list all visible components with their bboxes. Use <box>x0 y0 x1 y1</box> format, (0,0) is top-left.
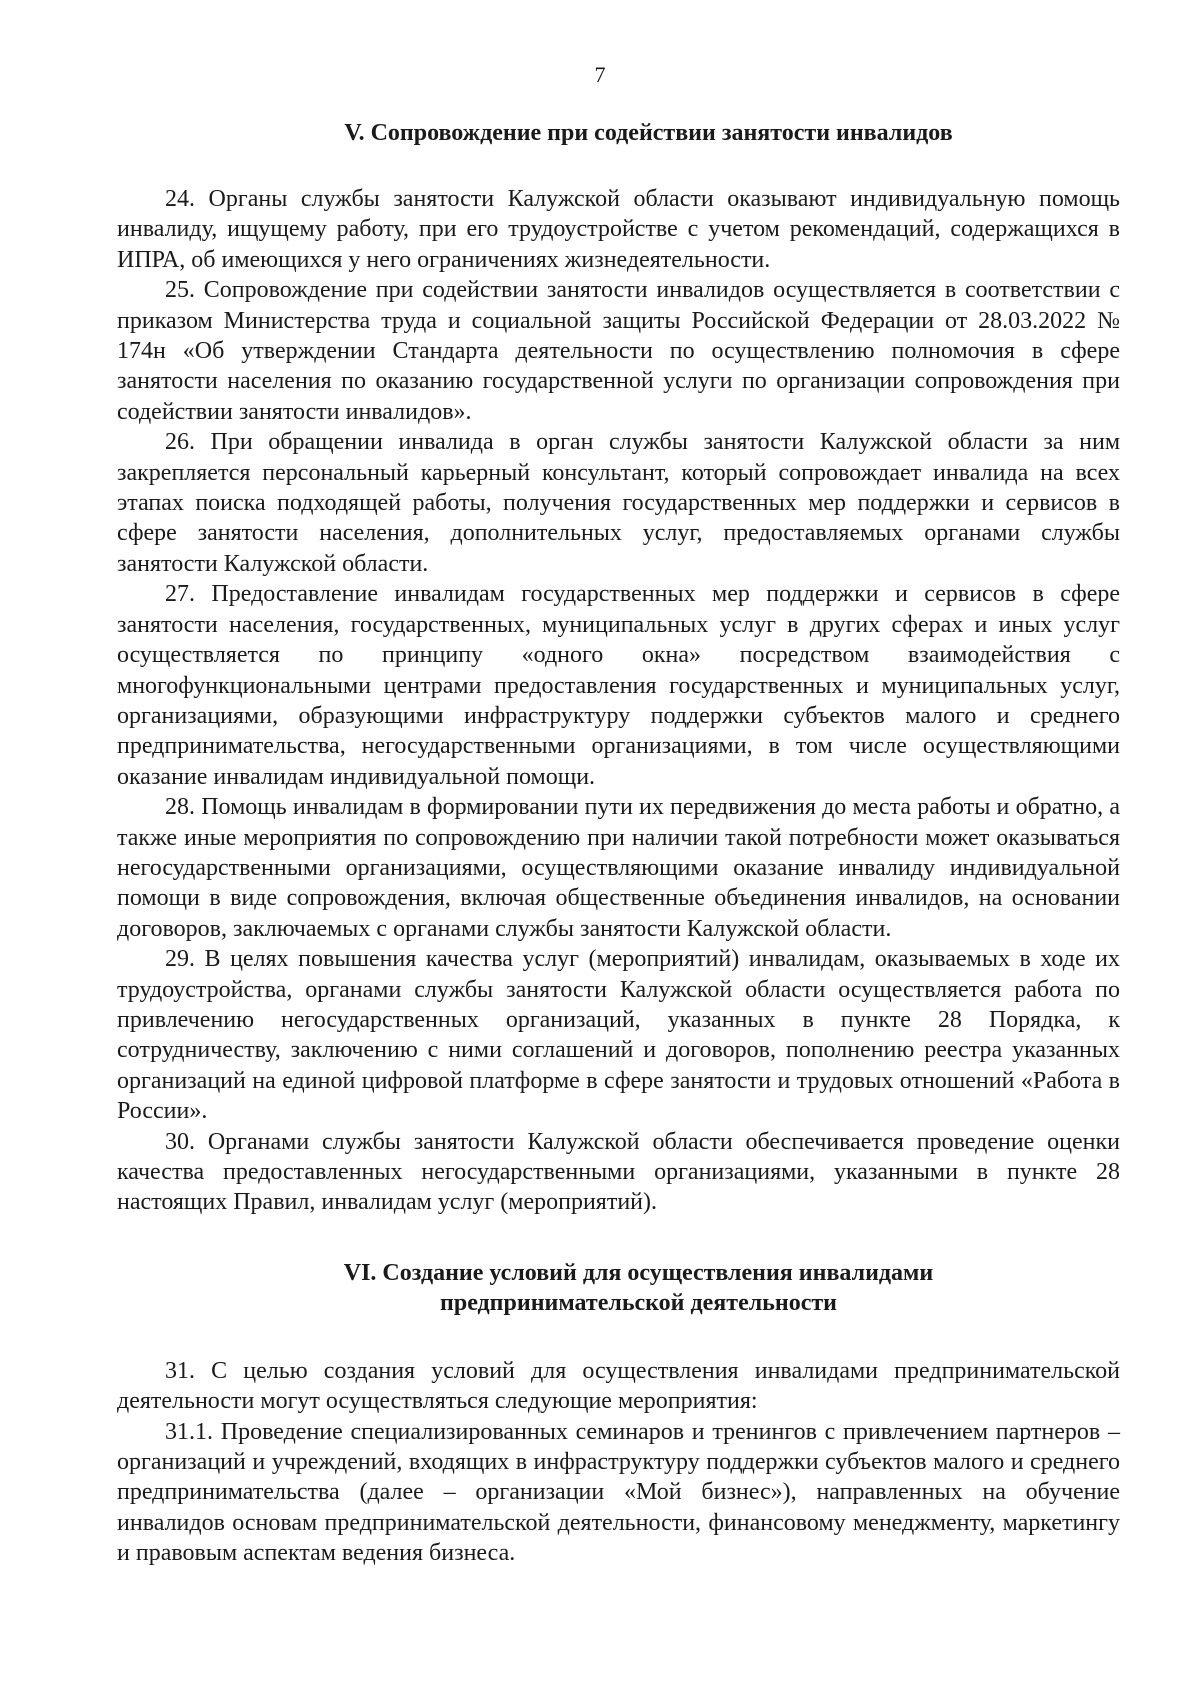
paragraph-31: 31. С целью создания условий для осуществления инвалидами предпринимательской деятельности могут осуществляться следующие мероприятия: <box>117 1357 1120 1415</box>
section-6-heading <box>117 1258 1120 1318</box>
section-6-heading-line-1: VI. Создание условий для осуществления инвалидами <box>343 1259 934 1286</box>
section-6-heading-line-2: предпринимательской деятельности <box>440 1289 837 1316</box>
section-5-heading: V. Сопровождение при содействии занятости инвалидов <box>344 120 953 146</box>
paragraph-26: 26. При обращении инвалида в орган службы занятости Калужской области за ним закрепляется персональный карьерный консультант, который сопровождает инвалида на всех этапах поиска подходящей работы, получения государственных мер поддержки и сервисов в сфере занятости населения, дополнительных услуг, предоставляемых органами службы занятости Калужской области. <box>117 429 1120 577</box>
paragraph-27: 27. Предоставление инвалидам государственных мер поддержки и сервисов в сфере занятости населения, государственных, муниципальных услуг в других сферах и иных услуг осуществляется по принципу «одного окна» посредством взаимодействия с многофункциональными центрами предоставления государственных и муниципальных услуг, организациями, образующими инфраструктуру поддержки субъектов малого и среднего предпринимательства, негосударственными организациями, в том числе осуществляющими оказание инвалидам индивидуальной помощи. <box>117 581 1120 790</box>
paragraph-29: 29. В целях повышения качества услуг (мероприятий) инвалидам, оказываемых в ходе их трудоустройства, органами службы занятости Калужской области осуществляется работа по привлечению негосударственных организаций, указанных в пункте 28 Порядка, к сотрудничеству, заключению с ними соглашений и договоров, пополнению реестра указанных организаций на единой цифровой платформе в сфере занятости и трудовых отношений «Работа в России». <box>117 946 1120 1125</box>
paragraph-28: 28. Помощь инвалидам в формировании пути их передвижения до места работы и обратно, а также иные мероприятия по сопровождению при наличии такой потребности может оказываться негосударственными организациями, осуществляющими оказание инвалиду индивидуальной помощи в виде сопровождения, включая общественные объединения инвалидов, на основании договоров, заключаемых с органами службы занятости Калужской области. <box>117 794 1120 942</box>
document-body <box>117 118 1120 1569</box>
paragraph-30: 30. Органами службы занятости Калужской области обеспечивается проведение оценки качества предоставленных негосударственными организациями, указанными в пункте 28 настоящих Правил, инвалидам услуг (мероприятий). <box>117 1128 1120 1216</box>
paragraph-24: 24. Органы службы занятости Калужской области оказывают индивидуальную помощь инвалиду, ищущему работу, при его трудоустройстве с учетом рекомендаций, содержащихся в ИПРА, об имеющихся у него ограничениях жизнедеятельности. <box>117 186 1120 273</box>
paragraph-31-1: 31.1. Проведение специализированных семинаров и тренингов с привлечением партнеров – организаций и учреждений, входящих в инфраструктуру поддержки субъектов малого и среднего предпринимательства (далее – организации «Мой бизнес»), направленных на обучение инвалидов основам предпринимательской деятельности, финансовому менеджменту, маркетингу и правовым аспектам ведения бизнеса. <box>117 1418 1120 1567</box>
paragraph-25: 25. Сопровождение при содействии занятости инвалидов осуществляется в соответствии с приказом Министерства труда и социальной защиты Российской Федерации от 28.03.2022 № 174н «Об утверждении Стандарта деятельности по осуществлению полномочия в сфере занятости населения по оказанию государственной услуги по организации сопровождения при содействии занятости инвалидов». <box>117 277 1120 425</box>
page-number: 7 <box>594 62 606 87</box>
